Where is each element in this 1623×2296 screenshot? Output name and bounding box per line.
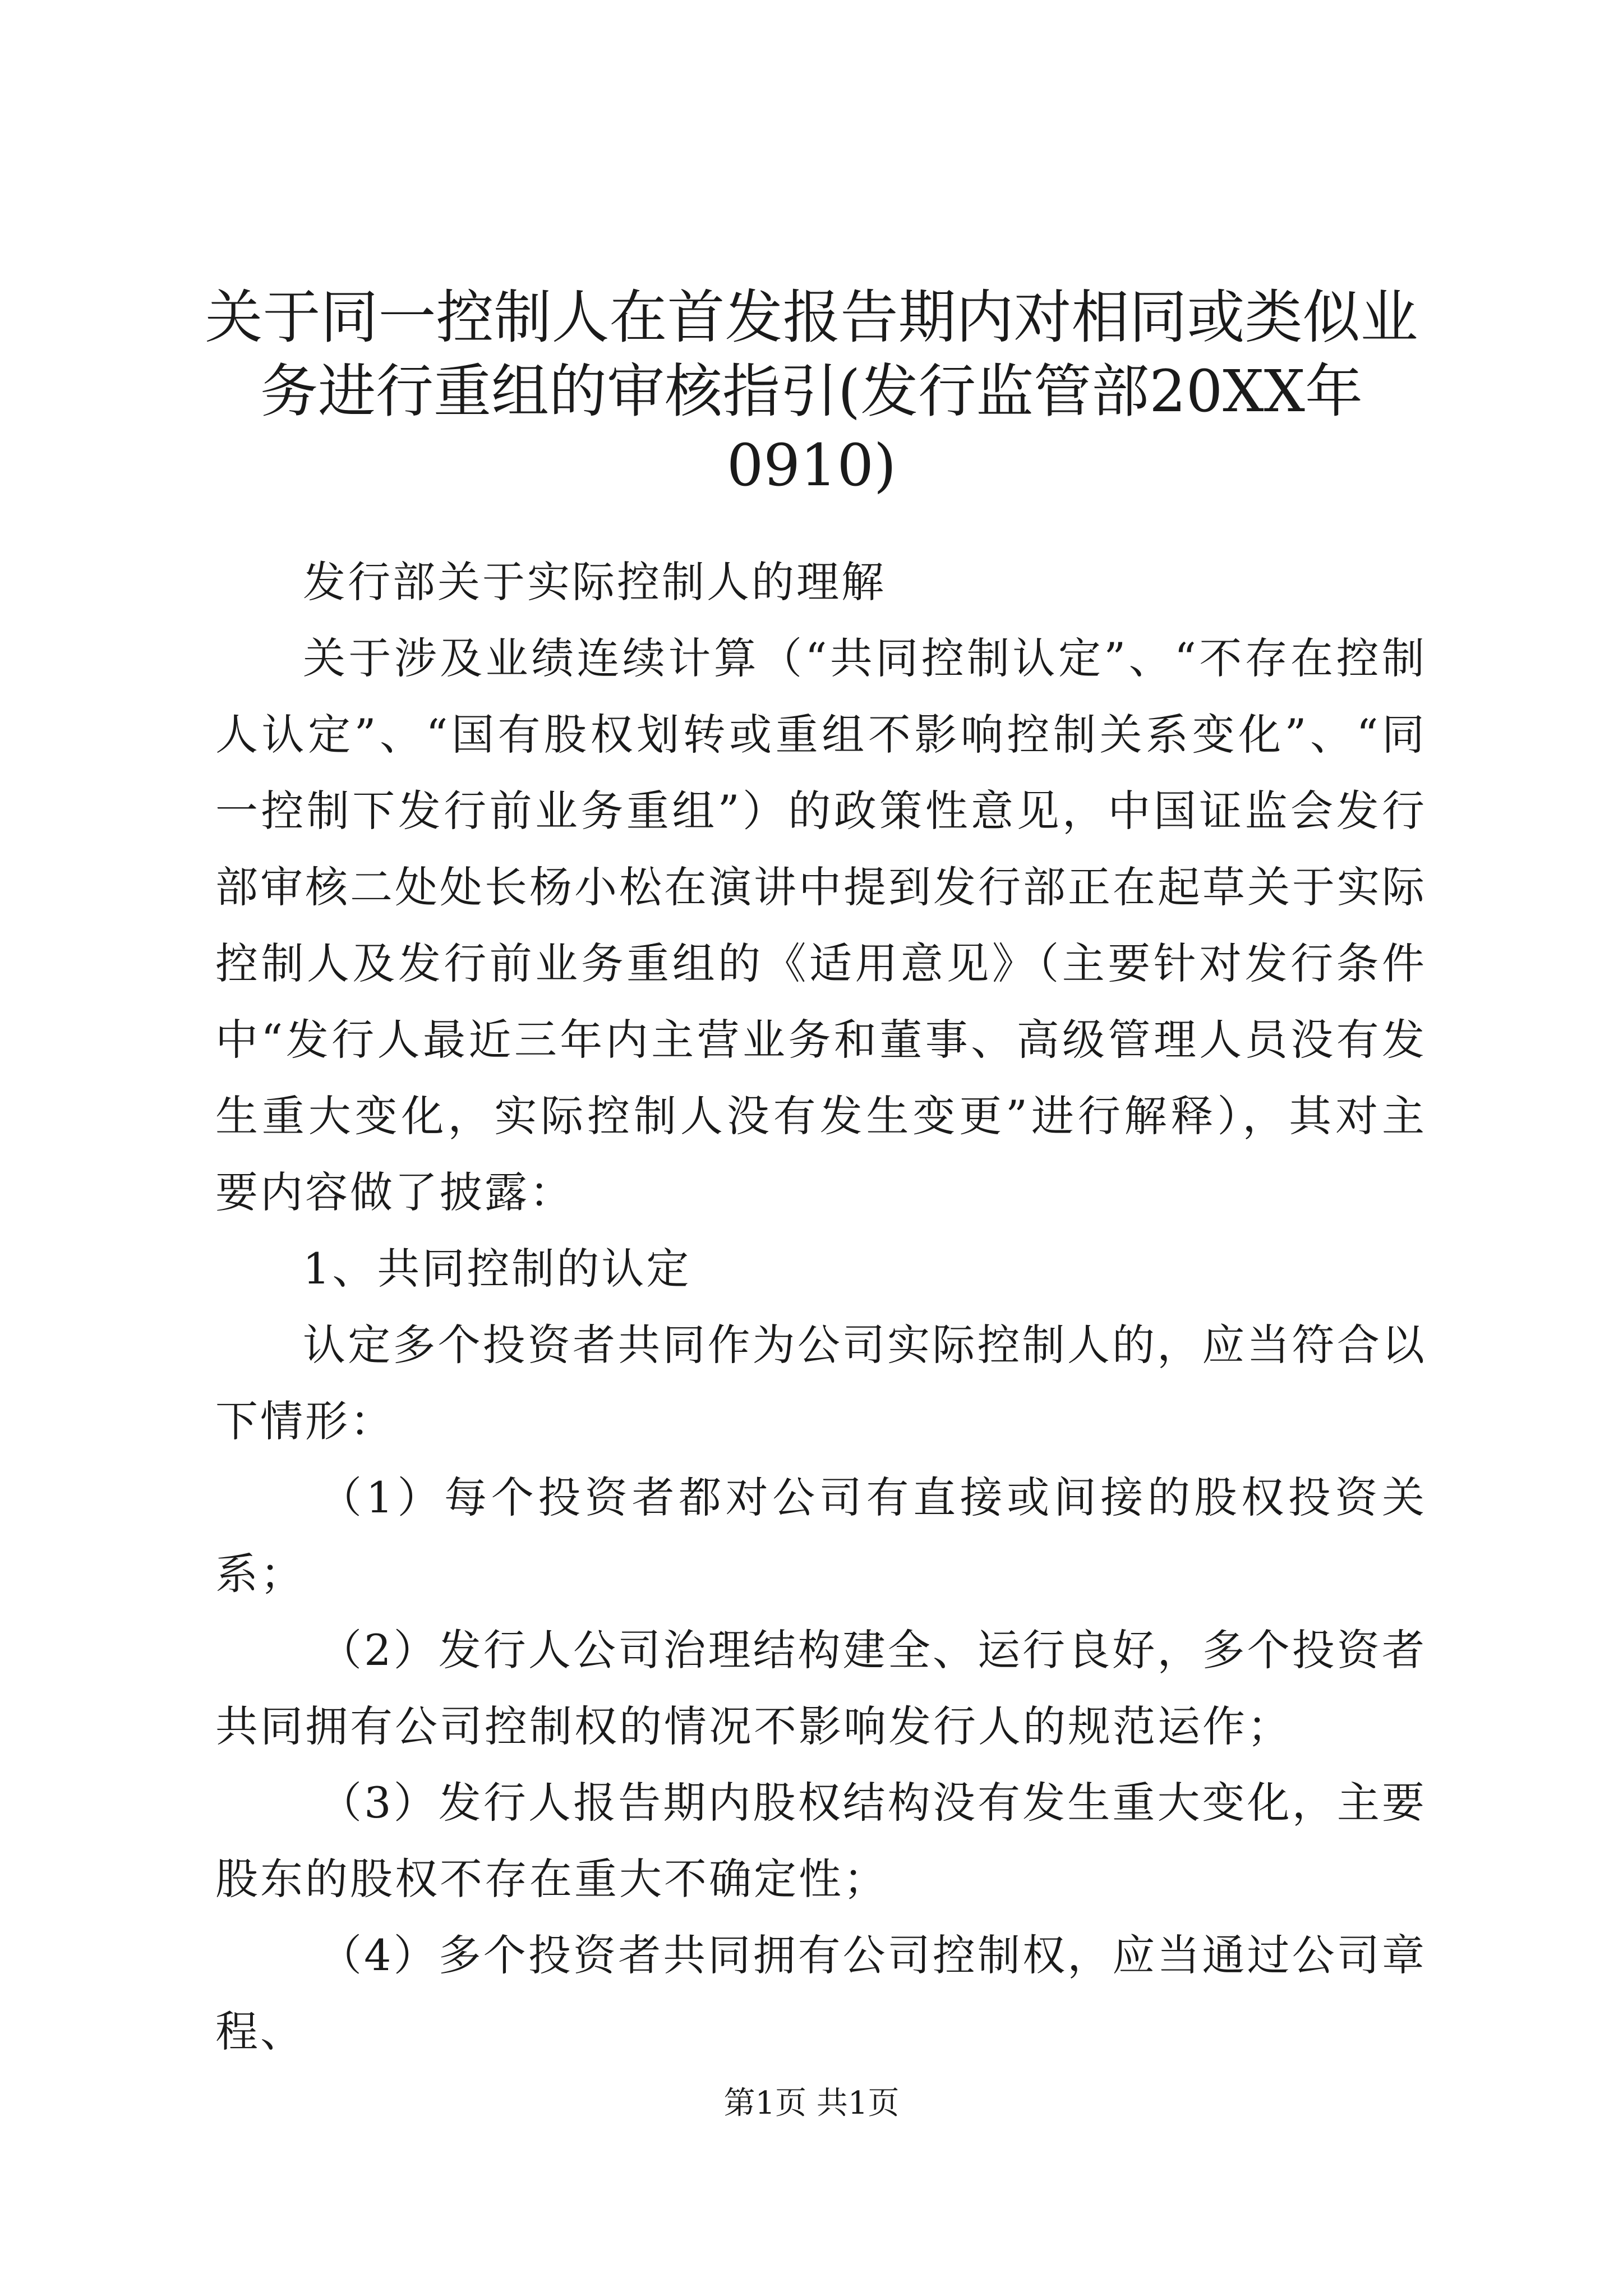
document-title: 关于同一控制人在首发报告期内对相同或类似业务进行重组的审核指引(发行监管部20XX年0910) bbox=[205, 284, 1418, 499]
list-item: （1）每个投资者都对公司有直接或间接的股权投资关系； bbox=[215, 1473, 1427, 1599]
document-body bbox=[215, 544, 1427, 2070]
page-footer: 第1页 共1页 bbox=[723, 2085, 900, 2122]
list-item: （4）多个投资者共同拥有公司控制权，应当通过公司章程、 bbox=[215, 1930, 1427, 2056]
list-item: （2）发行人公司治理结构建全、运行良好，多个投资者共同拥有公司控制权的情况不影响发行人的规范运作； bbox=[215, 1625, 1427, 1751]
section-heading: 1、共同控制的认定 bbox=[303, 1244, 691, 1294]
paragraph-intro: 关于涉及业绩连续计算（“共同控制认定”、“不存在控制人认定”、“国有股权划转或重组不影响控制关系变化”、“同一控制下发行前业务重组”）的政策性意见，中国证监会发行部审核二处处长杨小松在演讲中提到发行部正在起草关于实际控制人及发行前业务重组的《适用意见》（主要针对发行条件中“发行人最近三年内主营业务和董事、高级管理人员没有发生重大变化，实际控制人没有发生变更”进行解释），其对主要内容做了披露： bbox=[215, 633, 1427, 1217]
list-item: （3）发行人报告期内股权结构没有发生重大变化，主要股东的股权不存在重大不确定性； bbox=[215, 1778, 1427, 1904]
paragraph-heading: 发行部关于实际控制人的理解 bbox=[303, 557, 886, 607]
paragraph-conditions: 认定多个投资者共同作为公司实际控制人的，应当符合以下情形： bbox=[215, 1320, 1427, 1446]
